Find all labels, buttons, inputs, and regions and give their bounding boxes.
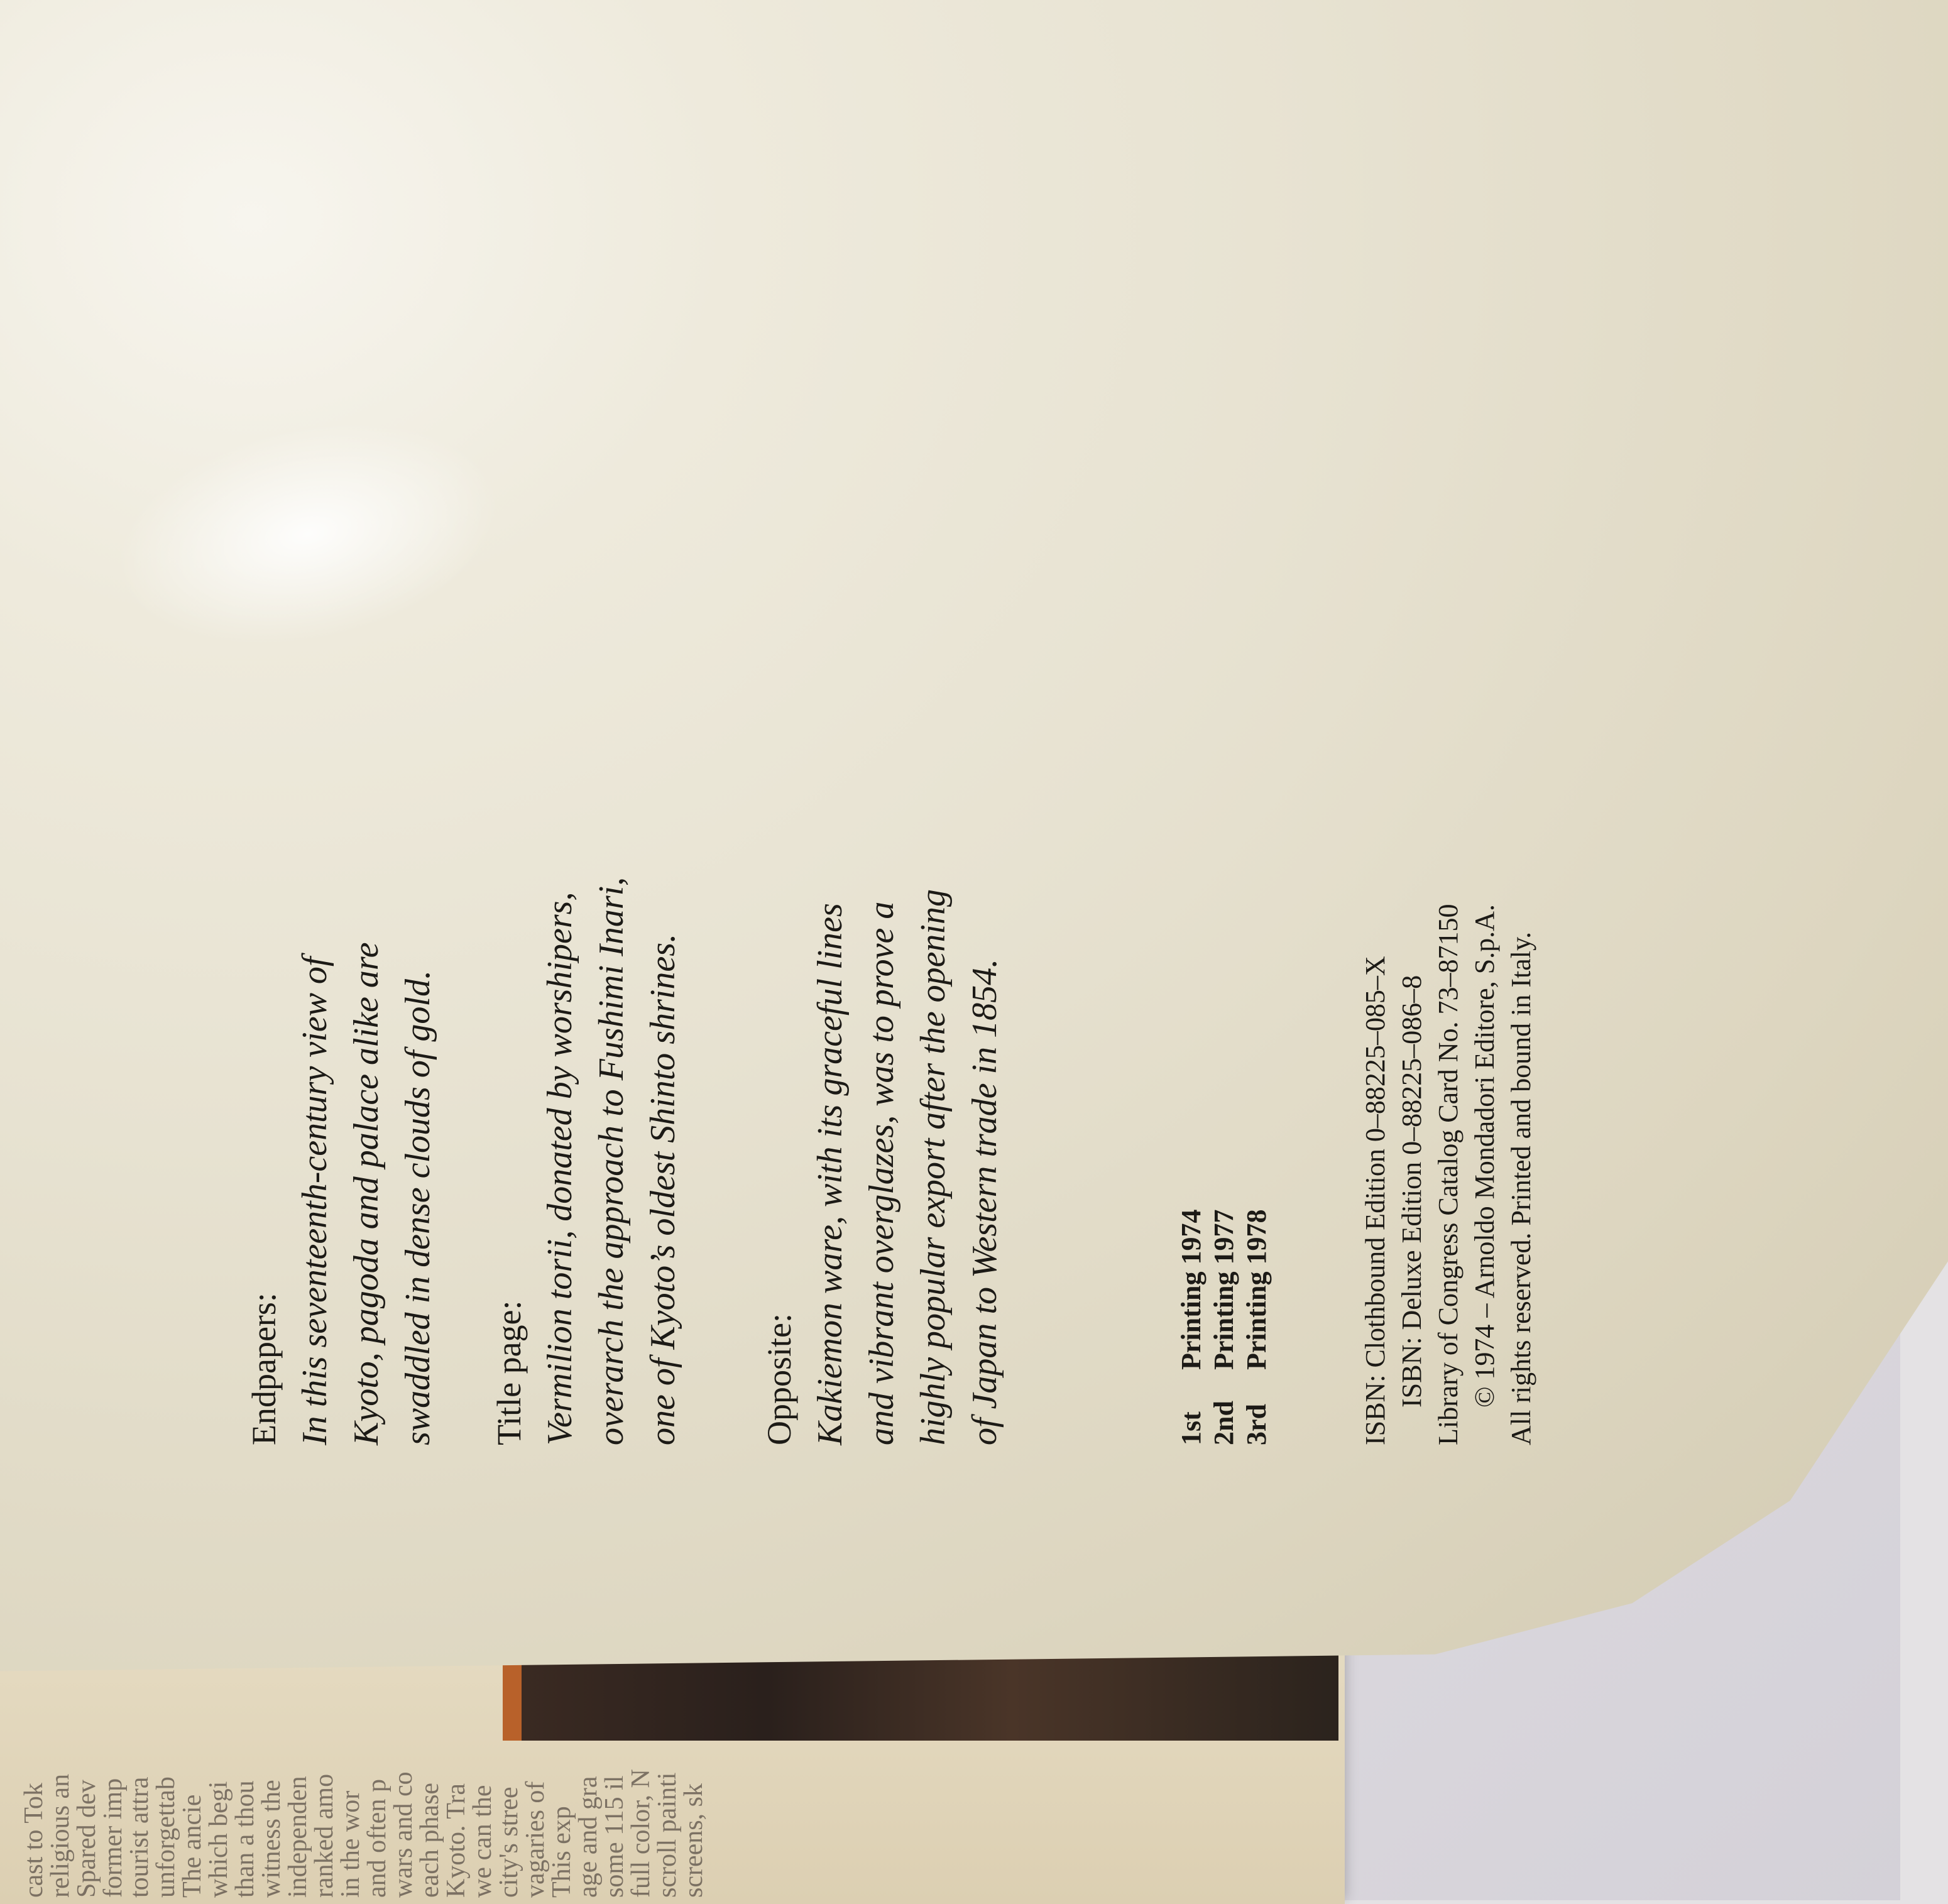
underlying-text-line: and often p (363, 1779, 391, 1898)
printing-year: Printing 1974 (1176, 1209, 1207, 1370)
copyright-block (1357, 904, 1540, 1445)
rotated-text-block (239, 578, 1646, 1445)
isbn-deluxe: ISBN: Deluxe Edition 0–88225–086–8 (1396, 975, 1427, 1408)
printing-history (1175, 1210, 1273, 1445)
underlying-text-line: we can the (468, 1785, 497, 1898)
title-page-line: one of Kyoto’s oldest Shinto shrines. (643, 933, 682, 1445)
printing-row (1208, 1210, 1240, 1445)
endpapers-heading: Endpapers: (245, 1293, 283, 1445)
library-of-congress: Library of Congress Catalog Card No. 73–87150 (1433, 904, 1464, 1445)
title-page-line: overarch the approach to Fushimi Inari, (592, 877, 631, 1445)
underlying-text-line: unforgettab (151, 1776, 180, 1898)
underlying-text-line: tourist attra (125, 1776, 154, 1898)
endpapers-line: swaddled in dense clouds of gold. (398, 970, 437, 1445)
printing-row (1175, 1210, 1208, 1445)
opposite-line: highly popular export after the opening (914, 889, 953, 1445)
underlying-text-line: scroll painti (653, 1772, 682, 1898)
underlying-text-line: each phase (415, 1782, 444, 1898)
title-page-heading: Title page: (490, 1300, 528, 1445)
opposite-section (754, 578, 1010, 1445)
endpapers-line: In this seventeenth-century view of (295, 956, 334, 1445)
endpapers-line: Kyoto, pagoda and palace alike are (347, 942, 386, 1445)
underlying-text-line: age and gra (574, 1776, 603, 1898)
opposite-line: of Japan to Western trade in 1854. (965, 958, 1004, 1445)
publisher-copyright: © 1974 – Arnoldo Mondadori Editore, S.p.A. (1469, 904, 1500, 1408)
underlying-text-line: in the wor (336, 1790, 365, 1898)
underlying-text-line: religious an (46, 1773, 75, 1898)
printing-ordinal: 1st (1176, 1411, 1207, 1445)
printing-year: Printing 1977 (1208, 1209, 1239, 1370)
underlying-text-line: some 115 il (600, 1775, 629, 1898)
printing-row (1240, 1210, 1273, 1445)
printing-year: Printing 1978 (1241, 1209, 1272, 1370)
endpapers-section (239, 578, 444, 1445)
underlying-text-line: ranked amo (310, 1773, 339, 1898)
title-page-section (484, 578, 689, 1445)
underlying-text-line: which begi (204, 1781, 233, 1898)
underlying-text-line: wars and co (389, 1771, 418, 1898)
underlying-text-line: city's stree (495, 1786, 523, 1898)
isbn-clothbound: ISBN: Clothbound Edition 0–88225–085–X (1360, 956, 1391, 1445)
underlying-text-line: This exp (547, 1806, 576, 1898)
underlying-text-line: vagaries of (521, 1781, 550, 1898)
underlying-text-line: The ancie (178, 1794, 207, 1898)
all-rights-reserved: All rights reserved. Printed and bound in Italy. (1506, 931, 1536, 1445)
underlying-text-line: former imp (99, 1778, 128, 1898)
opposite-line: Kakiemon ware, with its graceful lines (811, 903, 850, 1445)
opposite-heading: Opposite: (760, 1313, 798, 1445)
underlying-text-line: Spared dev (72, 1780, 101, 1898)
underlying-text-line: full color, N (627, 1769, 655, 1898)
opposite-line: and vibrant overglazes, was to prove a (862, 901, 901, 1445)
underlying-text-line: screens, sk (679, 1783, 708, 1898)
underlying-text-line: cast to Tok (19, 1783, 48, 1898)
printing-ordinal: 3rd (1241, 1404, 1272, 1445)
underlying-text-line: independen (283, 1776, 312, 1898)
underlying-text-line: witness the (257, 1780, 286, 1898)
underlying-text-line: Kyoto. Tra (442, 1783, 471, 1898)
printing-ordinal: 2nd (1208, 1401, 1239, 1445)
underlying-text-line: than a thou (231, 1780, 260, 1898)
title-page-line: Vermilion torii, donated by worshipers, (540, 892, 579, 1445)
